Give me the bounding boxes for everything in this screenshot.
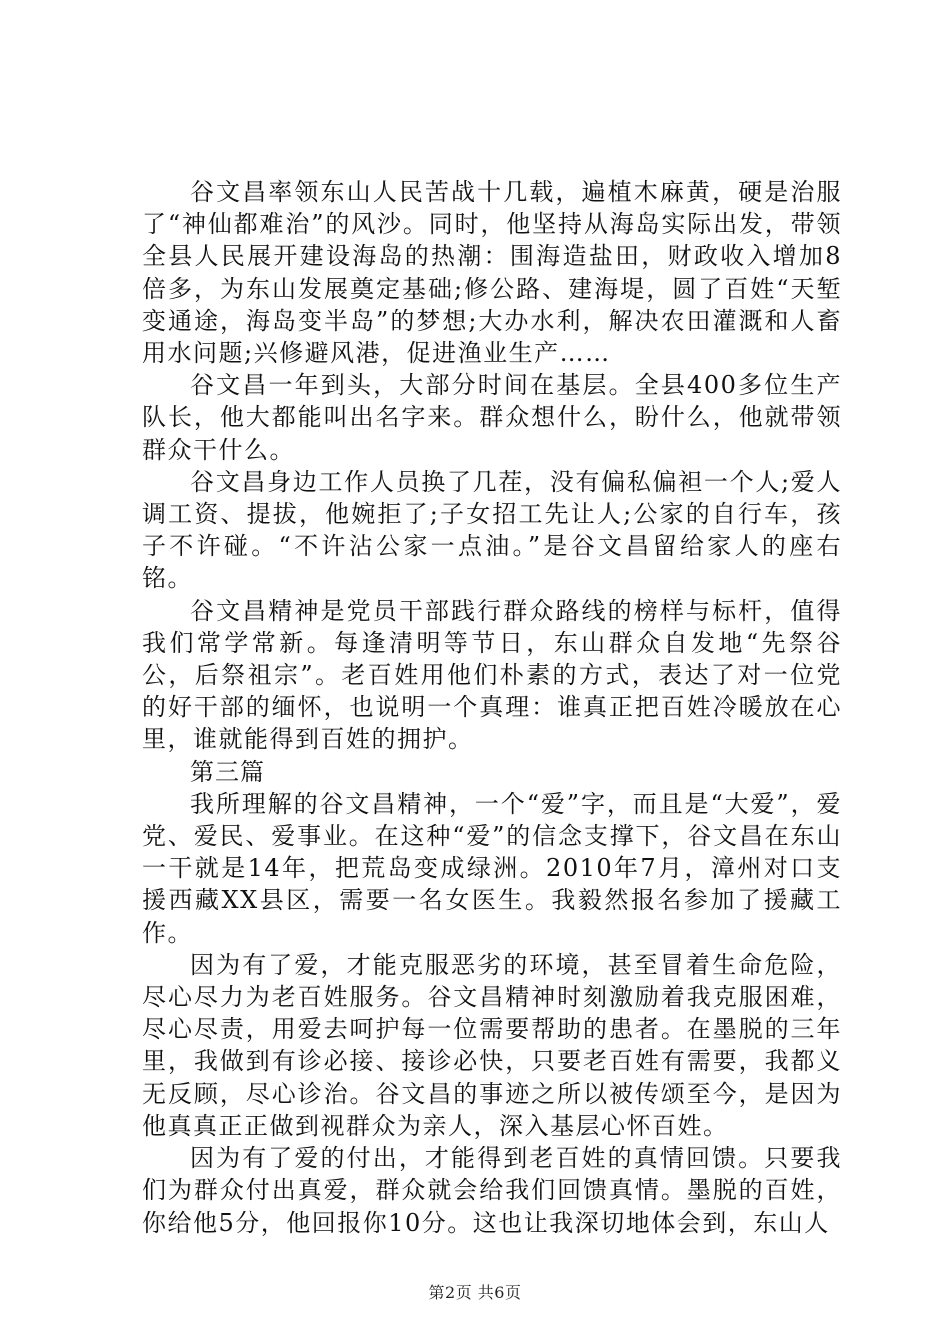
paragraph: 谷文昌身边工作人员换了几茬，没有偏私偏袒一个人;爱人调工资、提拔，他婉拒了;子女招工先让人;公家的自行车，孩子不许碰。“不许沾公家一点油。”是谷文昌留给家人的座右铭。 bbox=[142, 467, 842, 593]
paragraph: 因为有了爱，才能克服恶劣的环境，甚至冒着生命危险，尽心尽力为老百姓服务。谷文昌精神时刻激励着我克服困难，尽心尽责，用爱去呵护每一位需要帮助的患者。在墨脱的三年里，我做到有诊必接、接诊必快，只要老百姓有需要，我都义无反顾，尽心诊治。谷文昌的事迹之所以被传颂至今，是因为他真真正正做到视群众为亲人，深入基层心怀百姓。 bbox=[142, 950, 842, 1140]
document-body bbox=[142, 176, 842, 1239]
page-number-label: 第2页 共6页 bbox=[428, 1283, 522, 1302]
section-heading: 第三篇 bbox=[190, 757, 265, 786]
paragraph: 谷文昌率领东山人民苦战十几载，遍植木麻黄，硬是治服了“神仙都难治”的风沙。同时，他坚持从海岛实际出发，带领全县人民展开建设海岛的热潮：围海造盐田，财政收入增加8倍多，为东山发展奠定基础;修公路、建海堤，圆了百姓“天堑变通途，海岛变半岛”的梦想;大办水利，解决农田灌溉和人畜用水问题;兴修避风港，促进渔业生产…… bbox=[142, 178, 842, 368]
paragraph: 谷文昌精神是党员干部践行群众路线的榜样与标杆，值得我们常学常新。每逢清明等节日，东山群众自发地“先祭谷公，后祭祖宗”。老百姓用他们朴素的方式，表达了对一位党的好干部的缅怀，也说明一个真理：谁真正把百姓冷暖放在心里，谁就能得到百姓的拥护。 bbox=[142, 596, 842, 754]
page-footer bbox=[0, 1283, 950, 1303]
paragraph: 谷文昌一年到头，大部分时间在基层。全县400多位生产队长，他大都能叫出名字来。群众想什么，盼什么，他就带领群众干什么。 bbox=[142, 371, 842, 464]
paragraph: 因为有了爱的付出，才能得到老百姓的真情回馈。只要我们为群众付出真爱，群众就会给我们回馈真情。墨脱的百姓，你给他5分，他回报你10分。这也让我深切地体会到，东山人 bbox=[142, 1144, 842, 1237]
paragraph: 我所理解的谷文昌精神，一个“爱”字，而且是“大爱”，爱党、爱民、爱事业。在这种“爱”的信念支撑下，谷文昌在东山一干就是14年，把荒岛变成绿洲。2010年7月，漳州对口支援西藏XX县区，需要一名女医生。我毅然报名参加了援藏工作。 bbox=[142, 789, 842, 947]
